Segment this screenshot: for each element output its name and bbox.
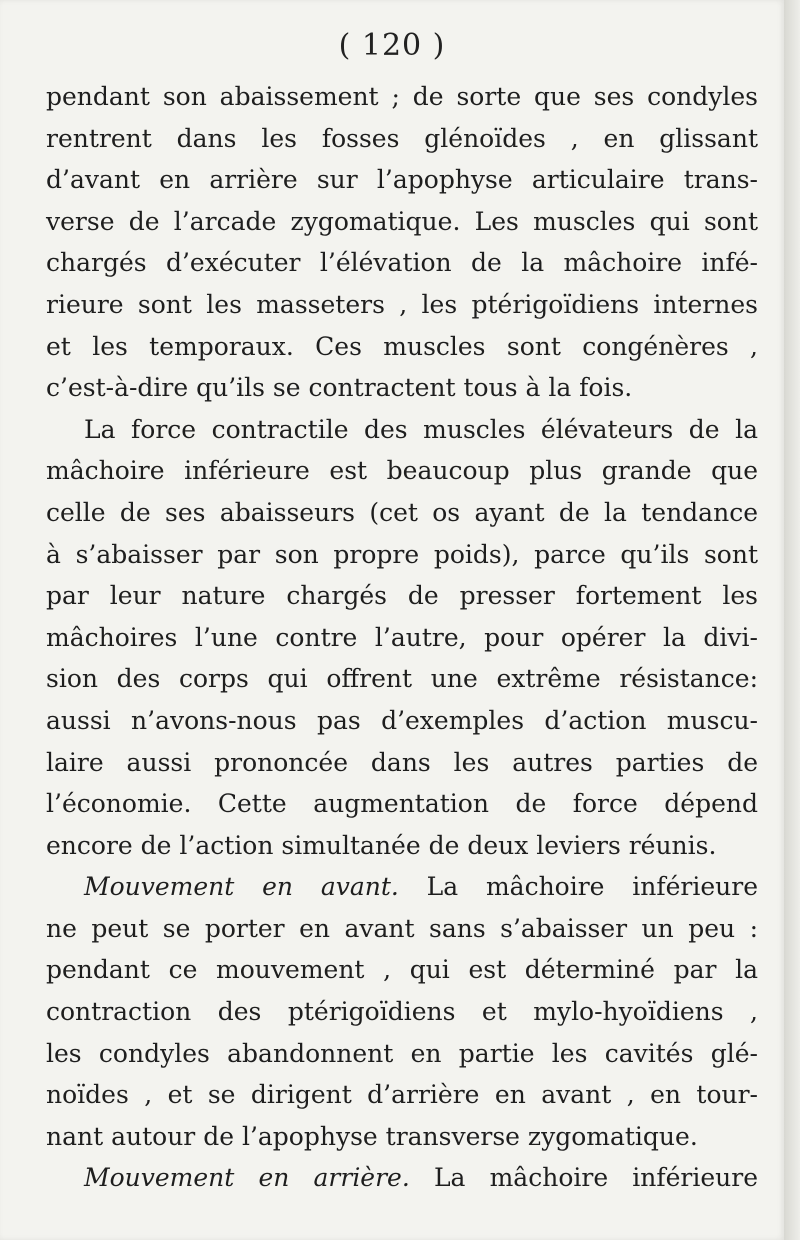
text-line: laire aussi prononcée dans les autres parties de bbox=[46, 747, 758, 777]
text-line: celle de ses abaisseurs (cet os ayant de la tendance bbox=[46, 497, 758, 527]
text-line: ne peut se porter en avant sans s’abaisser un peu : bbox=[46, 913, 758, 943]
text-line: c’est-à-dire qu’ils se contractent tous à la fois. bbox=[46, 373, 633, 403]
text-line: sion des corps qui offrent une extrême résistance: bbox=[46, 664, 758, 694]
text-line: encore de l’action simultanée de deux leviers réunis. bbox=[46, 830, 717, 860]
page-edge bbox=[784, 0, 800, 1240]
text-line bbox=[46, 1157, 758, 1199]
page-text bbox=[46, 76, 758, 1199]
text-line: mâchoire inférieure est beaucoup plus grande que bbox=[46, 456, 758, 486]
page-number: ( 120 ) bbox=[338, 28, 446, 63]
text-line: La force contractile des muscles élévateurs de la bbox=[84, 414, 758, 444]
text-line: mâchoires l’une contre l’autre, pour opérer la divi- bbox=[46, 622, 758, 652]
text-line: noïdes , et se dirigent d’arrière en avant , en tour- bbox=[46, 1080, 758, 1110]
text-line: chargés d’exécuter l’élévation de la mâchoire infé- bbox=[46, 248, 758, 278]
section-heading-forward: Mouvement en avant. bbox=[84, 872, 399, 902]
text-line bbox=[46, 866, 758, 908]
text-line: contraction des ptérigoïdiens et mylo-hyoïdiens , bbox=[46, 997, 758, 1027]
text-line: d’avant en arrière sur l’apophyse articulaire trans- bbox=[46, 165, 758, 195]
text-line: à s’abaisser par son propre poids), parce qu’ils sont bbox=[46, 539, 758, 569]
text-line-rest: La mâchoire inférieure bbox=[433, 1163, 758, 1193]
text-line: pendant son abaissement ; de sorte que ses condyles bbox=[46, 82, 758, 111]
text-line: pendant ce mouvement , qui est déterminé par la bbox=[46, 955, 758, 985]
text-line-rest: La mâchoire inférieure bbox=[426, 872, 759, 902]
text-line: nant autour de l’apophyse transverse zygomatique. bbox=[46, 1121, 698, 1151]
text-line: et les temporaux. Ces muscles sont congénères , bbox=[46, 331, 758, 361]
section-heading-backward: Mouvement en arrière. bbox=[84, 1163, 410, 1193]
text-line: aussi n’avons-nous pas d’exemples d’action muscu- bbox=[46, 705, 758, 735]
text-line: les condyles abandonnent en partie les cavités glé- bbox=[46, 1038, 758, 1068]
text-line: rentrent dans les fosses glénoïdes , en glissant bbox=[46, 123, 758, 153]
text-line: rieure sont les masseters , les ptérigoïdiens internes bbox=[46, 289, 758, 319]
text-line: l’économie. Cette augmentation de force dépend bbox=[46, 789, 758, 819]
text-line: par leur nature chargés de presser fortement les bbox=[46, 581, 758, 611]
text-line: verse de l’arcade zygomatique. Les muscles qui sont bbox=[46, 206, 758, 236]
